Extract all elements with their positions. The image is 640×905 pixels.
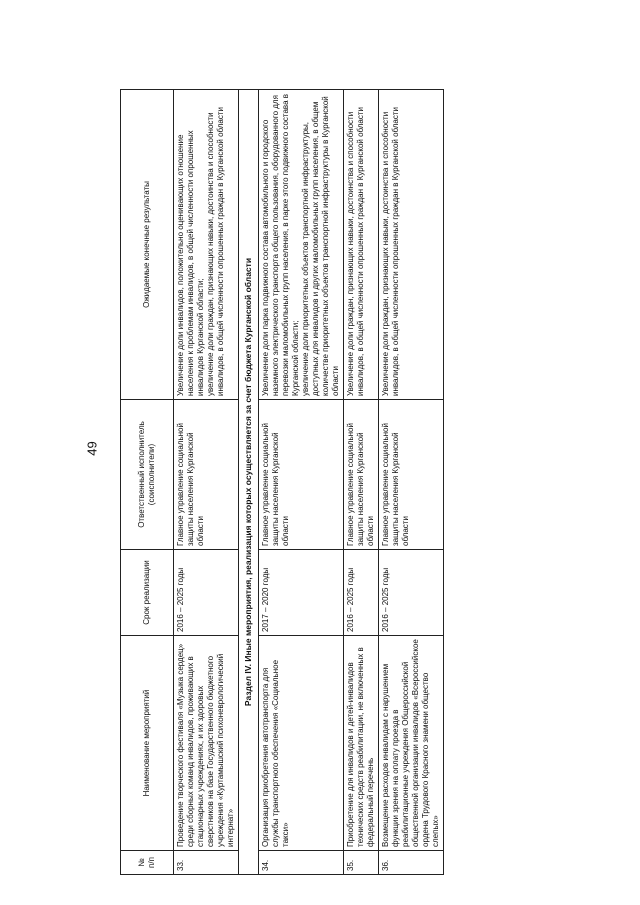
- table-row: [343, 90, 378, 875]
- header-executor: Ответственный исполнитель (соисполнители): [121, 400, 174, 550]
- results: Увеличение доли граждан, признающих навыки, достоинства и способности инвалидов, в общей численности опрошенных граждан в Курганской области: [343, 90, 378, 400]
- page-number: 49: [84, 441, 100, 456]
- results: Увеличение доли парка подвижного состава автомобильного и городского наземного электрического транспорта общего пользования, оборудованного для перевозки маломобильных групп населения, в парке этого подвижного состава в Курганской области; увеличение доли приоритетных объектов транспортной инфраструктуры, доступных для инвалидов и других маломобильных групп населения, в общем количестве приоритетных объектов транспортной инфраструктуры в Курганской области: [258, 90, 343, 400]
- executor: Главное управление социальной защиты населения Курганской области: [378, 400, 443, 550]
- row-number: 35.: [343, 851, 378, 875]
- header-name: Наименование мероприятий: [121, 636, 174, 851]
- row-number: 33.: [174, 851, 239, 875]
- period: 2016 – 2025 годы: [378, 550, 443, 636]
- table-row: [378, 90, 443, 875]
- measure-name: Организация приобретения автотранспорта для службы транспортного обеспечения «Социальное такси»: [258, 636, 343, 851]
- rotated-page: [120, 90, 620, 875]
- measure-name: Приобретение для инвалидов и детей-инвалидов технических средств реабилитации, не включенных в федеральный перечень: [343, 636, 378, 851]
- period: 2016 – 2025 годы: [174, 550, 239, 636]
- period: 2017 – 2020 годы: [258, 550, 343, 636]
- row-number: 36.: [378, 851, 443, 875]
- table-row: [174, 90, 239, 875]
- period: 2016 – 2025 годы: [343, 550, 378, 636]
- measures-table: [120, 89, 444, 875]
- results: Увеличение доли граждан, признающих навыки, достоинства и способности инвалидов, в общей численности опрошенных граждан в Курганской области: [378, 90, 443, 400]
- header-results: Ожидаемые конечные результаты: [121, 90, 174, 400]
- section-title: Раздел IV. Иные мероприятия, реализация которых осуществляется за счет бюджета Курганской области: [239, 90, 259, 875]
- measure-name: Проведение творческого фестиваля «Музыка сердец» среди сборных команд инвалидов, проживающих в стационарных учреждениях, и их здоровых сверстников на базе Государственного бюджетного учреждения «Куртамышский психоневрологический интернат»: [174, 636, 239, 851]
- section-row: [239, 90, 259, 875]
- executor: Главное управление социальной защиты населения Курганской области: [343, 400, 378, 550]
- executor: Главное управление социальной защиты населения Курганской области: [258, 400, 343, 550]
- table-header-row: [121, 90, 174, 875]
- table-row: [258, 90, 343, 875]
- row-number: 34.: [258, 851, 343, 875]
- measure-name: Возмещение расходов инвалидам с нарушением функции зрения на оплату проезда в реабилитационные учреждения Общероссийской общественной организации инвалидов «Всероссийское ордена Трудового Красного знамени общество слепых»: [378, 636, 443, 851]
- executor: Главное управление социальной защиты населения Курганской области: [174, 400, 239, 550]
- header-period: Срок реализации: [121, 550, 174, 636]
- header-num: № п/п: [121, 851, 174, 875]
- results: Увеличение доли инвалидов, положительно оценивающих отношение населения к проблемам инвалидов, в общей численности опрошенных инвалидов Курганской области; увеличение доли граждан, признающих навыки, достоинства и способности инвалидов, в общей численности опрошенных граждан в Курганской области: [174, 90, 239, 400]
